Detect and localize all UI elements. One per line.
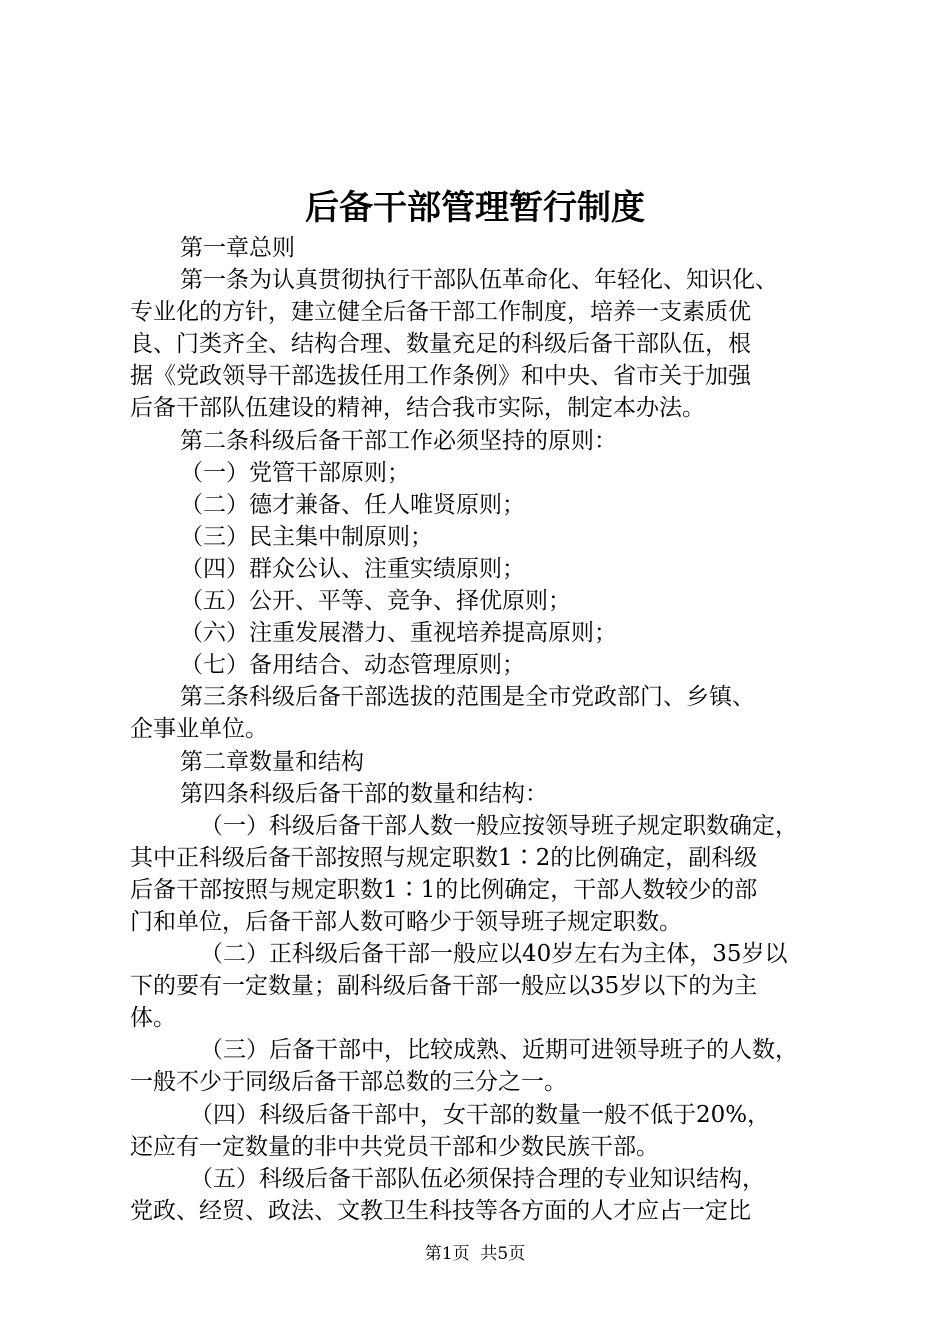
paragraph-line: 下的要有一定数量；副科级后备干部一般应以35岁以下的为主 <box>130 973 758 1000</box>
page-footer <box>0 1242 950 1266</box>
paragraph-line: 企事业单位。 <box>130 716 268 743</box>
paragraph-line: 第三条科级后备干部选拔的范围是全市党政部门、乡镇、 <box>180 684 755 711</box>
chapter-heading: 第一章总则 <box>180 235 295 261</box>
document-body <box>130 232 840 1227</box>
list-item: （四）群众公认、注重实绩原则； <box>180 555 525 582</box>
list-item: （六）注重发展潜力、重视培养提高原则； <box>180 620 617 647</box>
page-total: 共5页 <box>480 1244 526 1264</box>
list-item: （五）公开、平等、竞争、择优原则； <box>180 588 571 615</box>
paragraph-line: 体。 <box>130 1005 176 1032</box>
list-item: （二）德才兼备、任人唯贤原则； <box>180 491 525 518</box>
paragraph-line: （二）正科级后备干部一般应以40岁左右为主体，35岁以 <box>200 941 788 968</box>
page-number: 第1页 <box>424 1244 470 1264</box>
paragraph-line: 后备干部按照与规定职数1∶1的比例确定，干部人数较少的部 <box>130 876 758 903</box>
paragraph-line: 专业化的方针，建立健全后备干部工作制度，培养一支素质优 <box>130 299 751 326</box>
list-item: （一）党管干部原则； <box>180 459 410 486</box>
chapter-heading: 第二章数量和结构 <box>180 748 364 775</box>
paragraph-line: 还应有一定数量的非中共党员干部和少数民族干部。 <box>130 1133 659 1160</box>
list-item: （三）民主集中制原则； <box>180 523 433 550</box>
paragraph-line: 门和单位，后备干部人数可略少于领导班子规定职数。 <box>130 908 682 935</box>
paragraph-line: （五）科级后备干部队伍必须保持合理的专业知识结构， <box>190 1165 765 1192</box>
paragraph-line: （四）科级后备干部中，女干部的数量一般不低于20%， <box>190 1101 771 1128</box>
paragraph-line: 良、门类齐全、结构合理、数量充足的科级后备干部队伍，根 <box>130 331 751 358</box>
paragraph-line: （三）后备干部中，比较成熟、近期可进领导班子的人数， <box>200 1037 798 1064</box>
footer-gap <box>470 1244 481 1264</box>
paragraph-line: 第四条科级后备干部的数量和结构： <box>180 780 548 807</box>
paragraph-line: 后备干部队伍建设的精神，结合我市实际，制定本办法。 <box>130 395 705 422</box>
paragraph-line: 据《党政领导干部选拔任用工作条例》和中央、省市关于加强 <box>130 363 751 390</box>
page-title: 后备干部管理暂行制度 <box>305 188 645 228</box>
paragraph-line: 党政、经贸、政法、文教卫生科技等各方面的人才应占一定比 <box>130 1197 751 1224</box>
paragraph-line: （一）科级后备干部人数一般应按领导班子规定职数确定， <box>200 812 798 839</box>
paragraph-line: 其中正科级后备干部按照与规定职数1∶2的比例确定，副科级 <box>130 844 758 871</box>
paragraph-line: 第一条为认真贯彻执行干部队伍革命化、年轻化、知识化、 <box>180 267 778 294</box>
list-item: （七）备用结合、动态管理原则； <box>180 652 525 679</box>
paragraph-line: 第二条科级后备干部工作必须坚持的原则： <box>180 427 617 454</box>
paragraph-line: 一般不少于同级后备干部总数的三分之一。 <box>130 1069 567 1096</box>
